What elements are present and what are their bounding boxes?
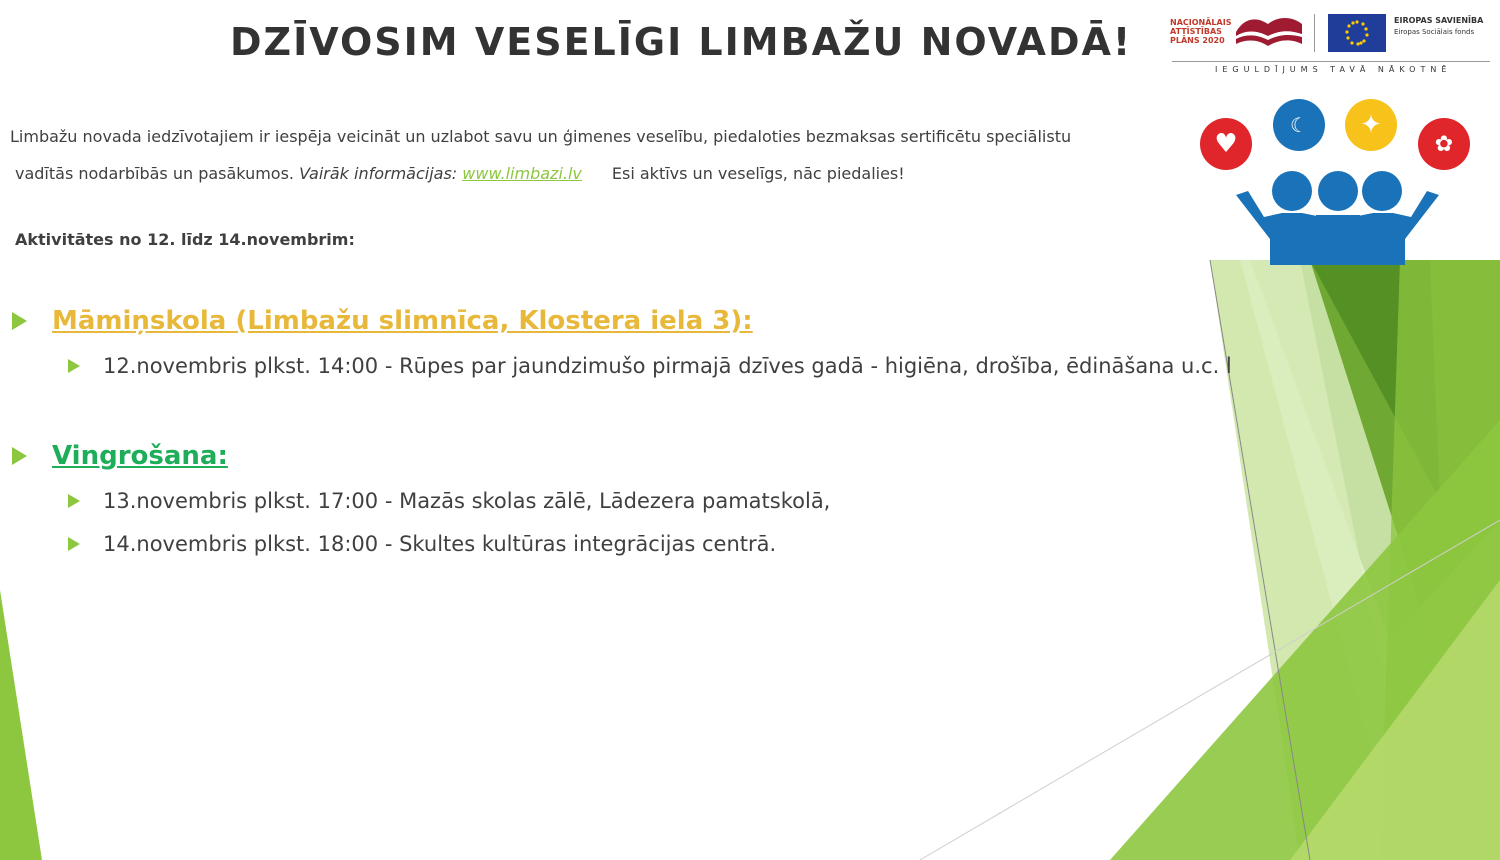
more-info-label: Vairāk informācijas: <box>299 164 463 183</box>
bullet-arrow-icon <box>12 312 27 330</box>
health-illustration <box>1170 85 1495 265</box>
page-title: DZĪVOSIM VESELĪGI LIMBAŽU NOVADĀ! <box>230 20 1133 64</box>
slogan-text: IEGULDĪJUMS TAVĀ NĀKOTNĒ <box>1215 65 1452 74</box>
people-icon <box>1230 165 1445 265</box>
intro-line-1: Limbažu novada iedzīvotajiem ir iespēja veicināt un uzlabot savu un ģimenes veselību, piedaloties bezmaksas sertificētu speciālistu <box>10 127 1072 146</box>
website-link[interactable]: www.limbazi.lv <box>462 164 582 183</box>
baby-icon: ☾ <box>1273 99 1325 151</box>
logo-divider <box>1314 14 1315 52</box>
intro-line-2-a: vadītās nodarbībās un pasākumos. <box>15 164 300 183</box>
yoga-icon: ✿ <box>1418 118 1470 170</box>
logo-underline <box>1172 61 1490 62</box>
section-title: Māmiņskola (Limbažu slimnīca, Klostera iela 3): <box>52 306 753 336</box>
section-vingrosana <box>12 441 228 471</box>
bullet-arrow-icon <box>12 447 27 465</box>
bullet-arrow-icon <box>68 494 80 508</box>
eu-title: EIROPAS SAVIENĪBA <box>1394 16 1484 25</box>
list-item <box>68 532 776 556</box>
bullet-arrow-icon <box>68 359 80 373</box>
list-item-text: 13.novembris plkst. 17:00 - Mazās skolas zālē, Lādezera pamatskolā, <box>103 489 831 513</box>
intro-line-2-b: Esi aktīvs un veselīgs, nāc piedalies! <box>611 164 905 183</box>
section-maminskola <box>12 306 753 336</box>
eu-subtitle: Eiropas Sociālais fonds <box>1394 28 1475 36</box>
person-icon: ✦ <box>1345 99 1397 151</box>
intro-text <box>10 118 1090 192</box>
list-item <box>68 489 830 513</box>
nap-logo-text: NACIONĀLAIS ATTĪSTĪBAS PLĀNS 2020 <box>1170 18 1232 45</box>
intro-line-2 <box>10 155 1090 192</box>
activities-heading: Aktivitātes no 12. līdz 14.novembrim: <box>15 230 355 249</box>
list-item-text: 14.novembris plkst. 18:00 - Skultes kultūras integrācijas centrā. <box>103 532 777 556</box>
heart-icon: ♥ <box>1200 118 1252 170</box>
latvia-flag-icon <box>1234 14 1304 50</box>
eu-flag-icon <box>1328 14 1386 52</box>
sponsor-logos <box>1168 10 1493 80</box>
section-title: Vingrošana: <box>52 441 228 471</box>
list-item-text: 12.novembris plkst. 14:00 - Rūpes par jaundzimušo pirmajā dzīves gadā - higiēna, drošība, ēdināšana u.c. l <box>103 354 1232 378</box>
list-item <box>68 354 1232 378</box>
bullet-arrow-icon <box>68 537 80 551</box>
